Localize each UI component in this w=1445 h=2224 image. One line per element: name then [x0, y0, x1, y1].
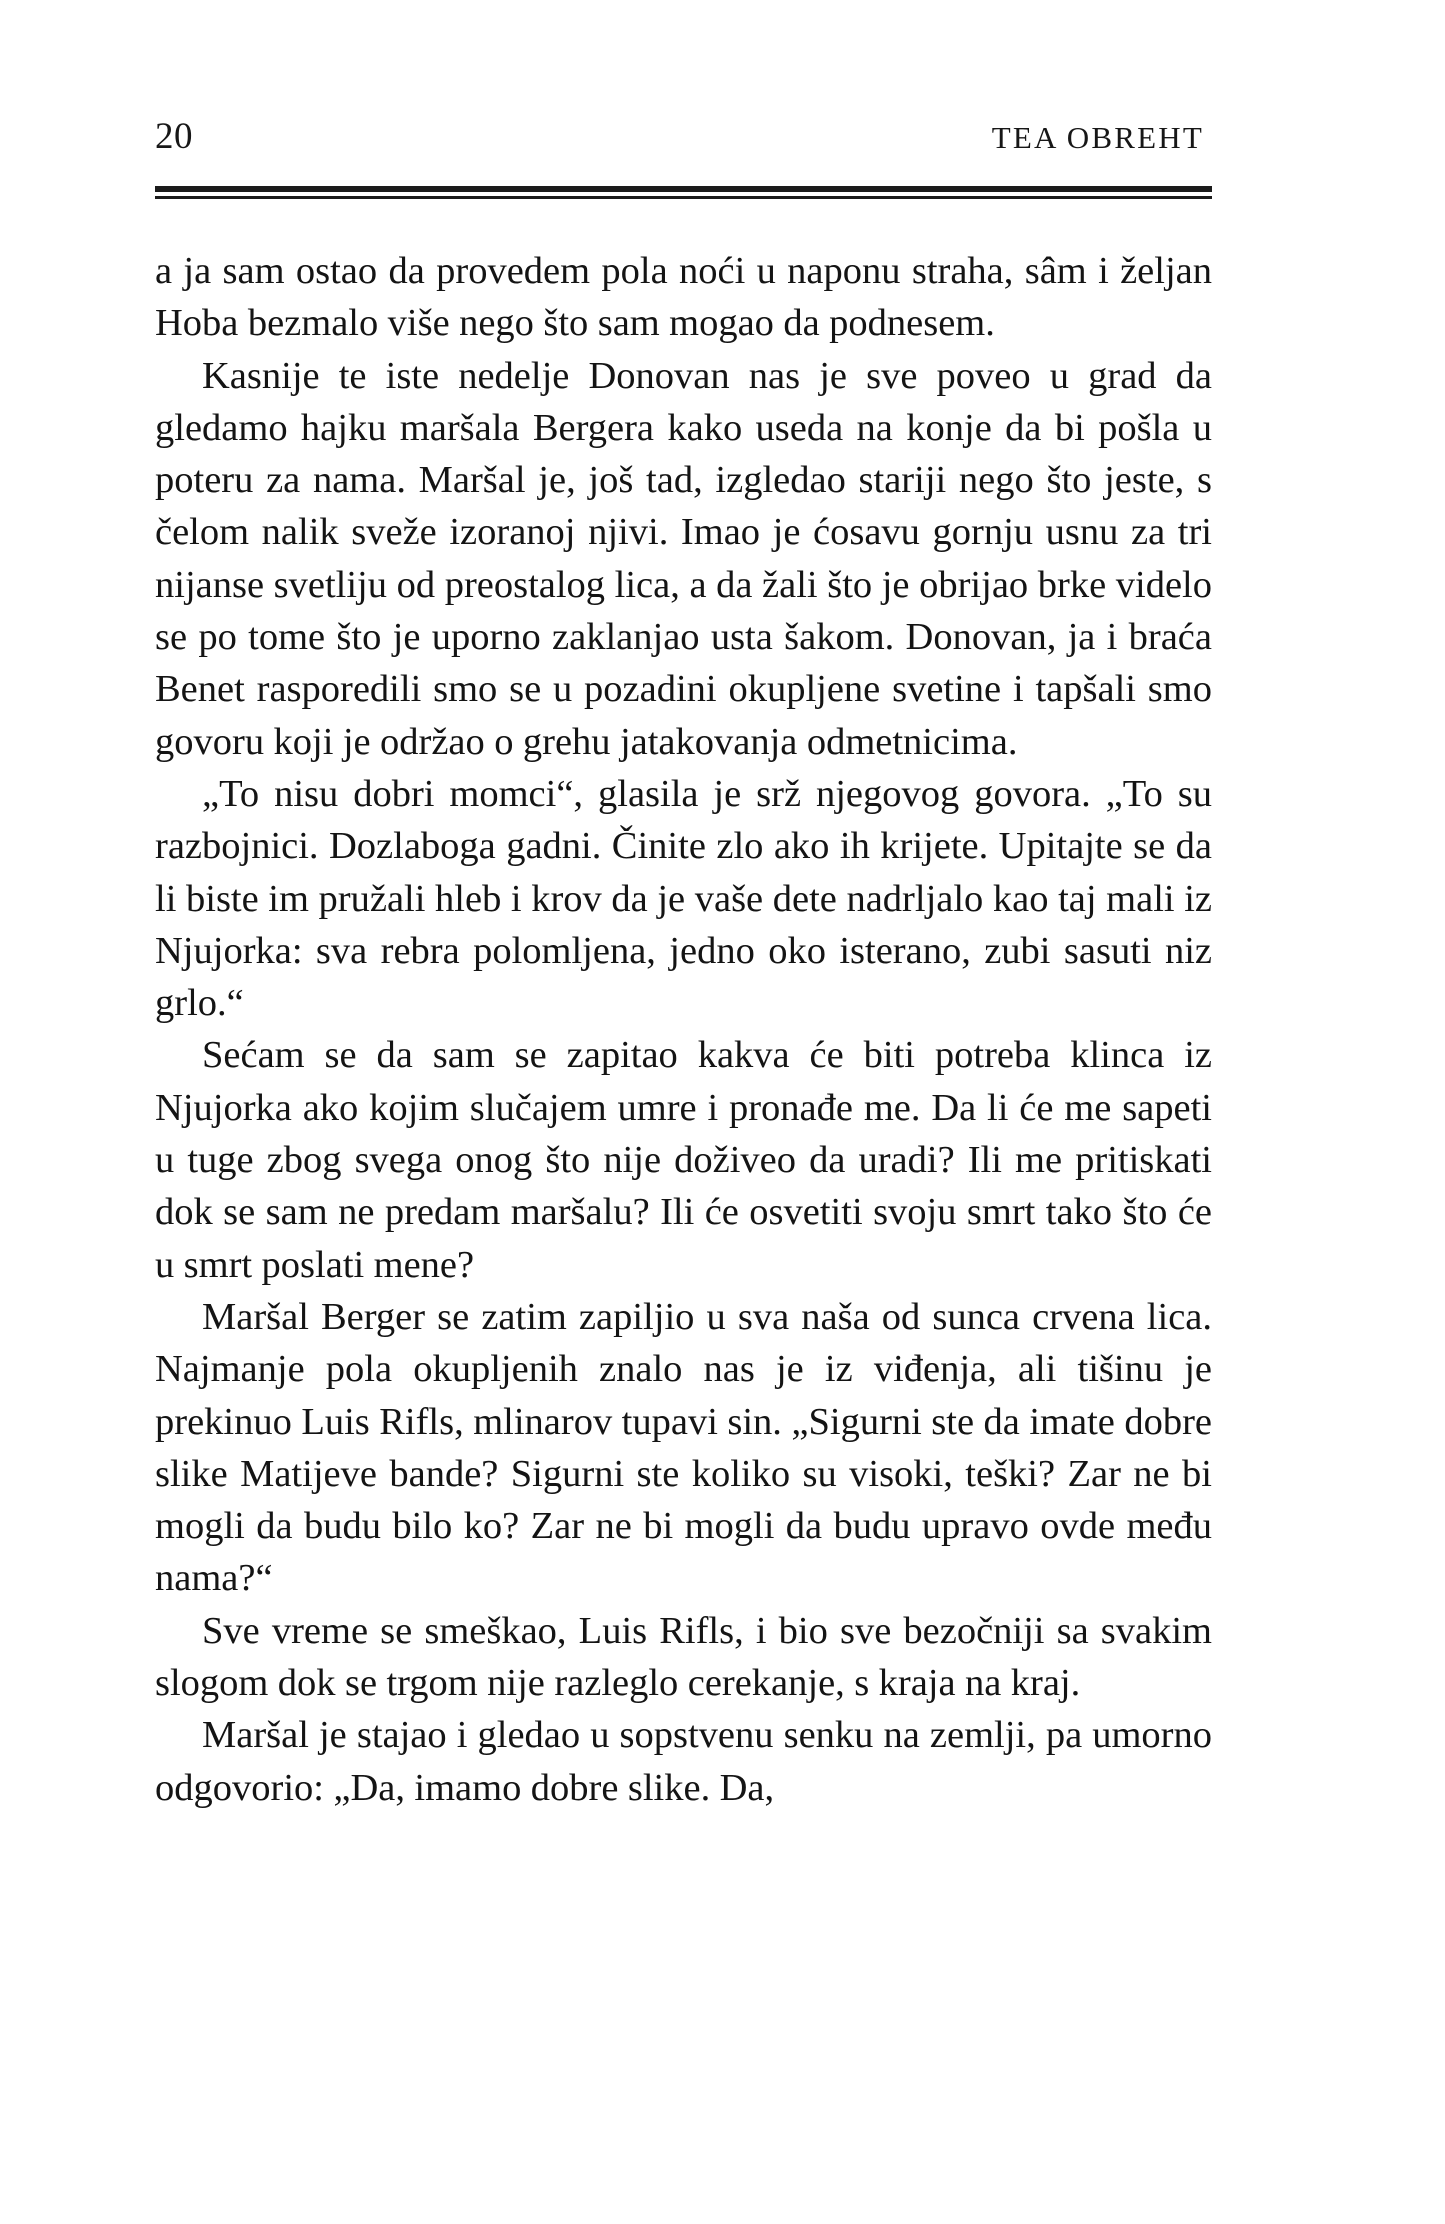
paragraph-secam-se: Sećam se da sam se zapitao kakva će biti potreba klinca iz Njujorka ako kojim slučajem umre i pronađe me. Da li će me sapeti u tuge zbog svega onog što nije doživeo da uradi? Ili me pritiskati dok se sam ne predam maršalu? Ili će osvetiti svoju smrt tako što će u smrt poslati mene?: [155, 1034, 1212, 1286]
page-number: 20: [155, 116, 193, 157]
paragraph-kasnije: Kasnije te iste nedelje Donovan nas je sve poveo u grad da gledamo hajku maršala Bergera kako useda na konje da bi pošla u poteru za nama. Maršal je, još tad, izgledao stariji nego što jeste, s čelom nalik sveže izoranoj njivi. Imao je ćosavu gornju usnu za tri nijanse svetliju od preostalog lica, a da žali što je obrijao brke videlo se po tome što je uporno zaklanjao usta šakom. Donovan, ja i braća Benet rasporedili smo se u pozadini okupljene svetine i tapšali smo govoru koji je održao o grehu jatakovanja odmetnicima.: [155, 354, 1212, 763]
running-head: [155, 118, 1210, 168]
body-text-block: [155, 245, 1212, 1814]
running-head-author: TEA OBREHT: [991, 120, 1204, 155]
paragraph-continued: a ja sam ostao da provedem pola noći u naponu straha, sâm i željan Hoba bezmalo više nego što sam mogao da podnesem.: [155, 250, 1212, 345]
header-rule-thick: [155, 186, 1212, 192]
paragraph-sve-vreme: Sve vreme se smeškao, Luis Rifls, i bio sve bezočniji sa svakim slogom dok se trgom nije razleglo cerekanje, s kraja na kraj.: [155, 1609, 1212, 1705]
header-double-rule: [155, 186, 1212, 199]
paragraph-marsal-stajao: Maršal je stajao i gledao u sopstvenu senku na zemlji, pa umorno odgovorio: „Da, imamo dobre slike. Da,: [155, 1714, 1212, 1809]
paragraph-marsal-berger: Maršal Berger se zatim zapiljio u sva naša od sunca crvena lica. Najmanje pola okupljenih znalo nas je iz viđenja, ali tišinu je prekinuo Luis Rifls, mlinarov tupavi sin. „Sigurni ste da imate dobre slike Matijeve bande? Sigurni ste koliko su visoki, teški? Zar ne bi mogli da budu bilo ko? Zar ne bi mogli da budu upravo ovde među nama?“: [155, 1295, 1212, 1600]
header-rule-thin: [155, 196, 1212, 199]
paragraph-to-nisu: „To nisu dobri momci“, glasila je srž njegovog govora. „To su razbojnici. Dozlaboga gadni. Činite zlo ako ih krijete. Upitajte se da li biste im pružali hleb i krov da je vaše dete nadrljalo kao taj mali iz Njujorka: sva rebra polomljena, jedno oko isterano, zubi sasuti niz grlo.“: [155, 772, 1212, 1025]
